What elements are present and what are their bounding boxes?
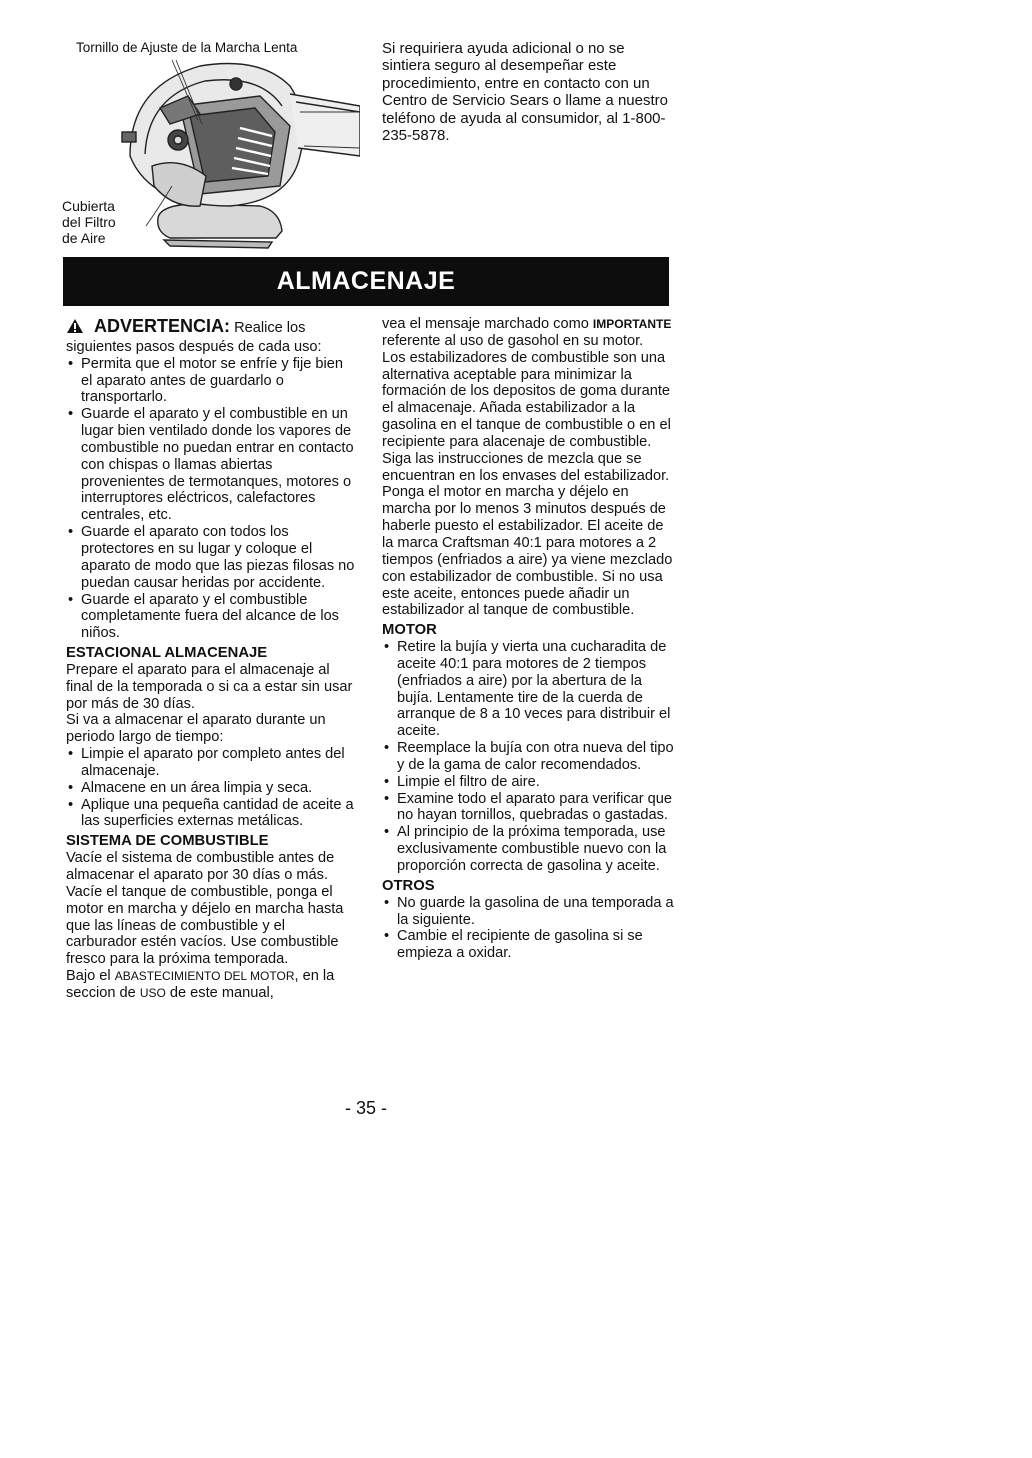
air-filter-cover-caption xyxy=(62,198,116,246)
motor-list xyxy=(382,639,674,875)
others-list xyxy=(382,895,674,962)
text-run: , en la seccion de xyxy=(66,968,335,1001)
page-number: - 35 - xyxy=(344,1098,387,1118)
list-item: • Limpie el aparato por completo antes del almacenaje. xyxy=(66,746,358,780)
warning-paragraph xyxy=(66,318,358,356)
list-item: • Guarde el aparato y el combustible completamente fuera del alcance de los niños. xyxy=(66,592,358,643)
list-item: • Aplique una pequeña cantidad de aceite a las superficies externas metálicas. xyxy=(66,797,358,831)
left-column xyxy=(66,318,358,1002)
seasonal-paragraph: Prepare el aparato para el almacenaje al final de la temporada o si ca a estar sin usar por más de 30 días. xyxy=(66,661,353,712)
list-item: • Examine todo el aparato para verificar que no hayan tornillos, quebradas o gastadas. xyxy=(382,791,674,825)
fuel-paragraph-2 xyxy=(66,968,358,1002)
seasonal-storage-heading: ESTACIONAL ALMACENAJE xyxy=(66,645,268,662)
warning-title: ADVERTENCIA: xyxy=(94,316,231,336)
smallcaps-run: USO xyxy=(139,985,166,1000)
important-label: IMPORTANTE xyxy=(592,317,672,331)
list-item: • Guarde el aparato y el combustible en un lugar bien ventilado donde los vapores de combustible no puedan entrar en contacto con chispas o llamas abiertas provenientes de termotanques, motores o interruptores eléctricos, calefactores centrales, etc. xyxy=(66,406,358,524)
list-item: • Cambie el recipiente de gasolina si se empieza a oxidar. xyxy=(382,928,674,962)
text-run: referente al uso de gasohol en su motor. xyxy=(382,332,644,349)
list-item: • Almacene en un área limpia y seca. xyxy=(66,780,358,797)
text-run: vea el mensaje marchado como xyxy=(382,316,593,332)
right-column xyxy=(382,316,674,962)
idle-screw-caption: Tornillo de Ajuste de la Marcha Lenta xyxy=(76,40,298,55)
warning-triangle-icon xyxy=(66,318,84,339)
warning-text: Realice los siguientes pasos después de cada uso: xyxy=(66,320,322,355)
list-item: • Permita que el motor se enfríe y fije bien el aparato antes de guardarlo o transportarlo. xyxy=(66,356,358,407)
others-heading: OTROS xyxy=(382,877,435,894)
caption-line: Cubierta xyxy=(62,198,115,214)
seasonal-paragraph-2: Si va a almacenar el aparato durante un periodo largo de tiempo: xyxy=(66,712,326,746)
seasonal-list xyxy=(66,746,358,830)
assistance-paragraph: Si requiriera ayuda adicional o no se sintiera seguro al desempeñar este procedimiento, entre en contacto con un Centro de Servicio Sears o llame a nuestro teléfono de ayuda al consumidor, al 1-800-235-5878. xyxy=(382,40,668,145)
smallcaps-run: ABASTECIMIENTO DEL MOTOR xyxy=(114,969,295,984)
list-item: • No guarde la gasolina de una temporada a la siguiente. xyxy=(382,895,674,929)
list-item: • Reemplace la bujía con otra nueva del tipo y de la gama de calor recomendados. xyxy=(382,740,674,774)
fuel-paragraph: Vacíe el sistema de combustible antes de almacenar el aparato por 30 días o más. Vacíe el tanque de combustible, ponga el motor en marcha y déjelo en marcha hasta que las líneas de combustible y el carburador estén vacíos. Use combustible fresco para la próxima temporada. xyxy=(66,850,344,968)
list-item: • Limpie el filtro de aire. xyxy=(382,774,674,791)
list-item: • Guarde el aparato con todos los protectores en su lugar y coloque el aparato de modo que las piezas filosas no puedan causar heridas por accidente. xyxy=(66,524,358,591)
caption-line: del Filtro xyxy=(62,214,116,230)
list-item: • Al principio de la próxima temporada, use exclusivamente combustible nuevo con la proporción correcta de gasolina y aceite. xyxy=(382,824,674,875)
caption-line: de Aire xyxy=(62,230,106,246)
list-item: • Retire la bujía y vierta una cucharadita de aceite 40:1 para motores de 2 tiempos (enfriados a aire) por la abertura de la bujía. Lentamente tire de la cuerda de arranque de 8 a 10 veces para distribuir el aceite. xyxy=(382,639,674,740)
continuation-paragraph xyxy=(382,316,674,350)
fuel-system-heading: SISTEMA DE COMBUSTIBLE xyxy=(66,833,269,850)
motor-heading: MOTOR xyxy=(382,622,437,639)
text-run: Bajo el xyxy=(66,968,115,985)
stabilizer-paragraph: Los estabilizadores de combustible son una alternativa aceptable para minimizar la formación de los depositos de goma durante el almacenaje. Añada estabilizador a la gasolina en el tanque de combustible o en el recipiente para alacenaje de combustible. Siga las instrucciones de mezcla que se encuentran en los envases del estabilizador. Ponga el motor en marcha y déjelo en marcha por lo menos 3 minutos después de haberle puesto el estabilizador. El aceite de la marca Craftsman 40:1 para motores a 2 tiempos (enfriados a aire) ya viene mezclado con estabilizador de combustible. Si no usa este aceite, entonces puede añadir un estabilizador al tanque de combustible. xyxy=(382,349,673,619)
warning-list xyxy=(66,356,358,642)
text-run: de este manual, xyxy=(165,984,274,1001)
section-banner: ALMACENAJE xyxy=(63,257,669,306)
